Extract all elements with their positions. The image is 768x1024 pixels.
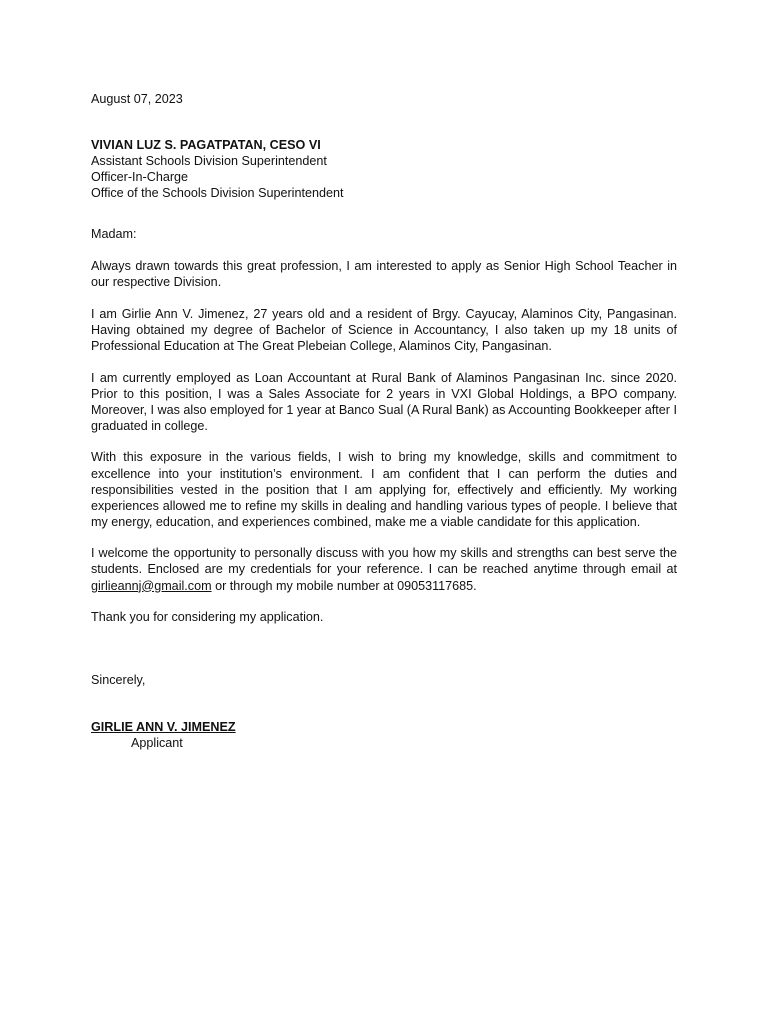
background-paragraph: I am Girlie Ann V. Jimenez, 27 years old and a resident of Brgy. Cayucay, Alaminos City, Pangasinan. Having obtained my degree of Bachelor of Science in Accountancy, I also taken up my 18 units of Professional Education at The Great Plebeian College, Alaminos City, Pangasinan. <box>91 306 677 353</box>
application-letter <box>91 91 677 752</box>
closing-line: Sincerely, <box>91 673 146 688</box>
recipient-title: Assistant Schools Division Superintendent <box>91 154 327 169</box>
intro-paragraph: Always drawn towards this great profession, I am interested to apply as Senior High School Teacher in our respective Division. <box>91 259 677 290</box>
experience-paragraph: With this exposure in the various fields, I wish to bring my knowledge, skills and commitment to excellence into your institution’s environment. I am confident that I can perform the duties and responsibilities vested in the position that I am applying for, effectively and efficiently. My working experiences allowed me to refine my skills in dealing and handling various types of people. I believe that my energy, education, and experiences combined, make me a viable candidate for this application. <box>91 450 677 529</box>
signer-name: GIRLIE ANN V. JIMENEZ <box>91 720 236 735</box>
recipient-role: Officer-In-Charge <box>91 170 189 185</box>
recipient-block <box>91 137 677 201</box>
contact-text-after-email: or through my mobile number at 09053117685. <box>211 578 477 593</box>
contact-paragraph <box>91 545 677 593</box>
email-link[interactable]: girlieannj@gmail.com <box>91 578 212 593</box>
employment-paragraph: I am currently employed as Loan Accountant at Rural Bank of Alaminos Pangasinan Inc. since 2020. Prior to this position, I was a Sales Associate for 2 years in VXI Global Holdings, a BPO company. Moreover, I was also employed for 1 year at Banco Sual (A Rural Bank) as Accounting Bookkeeper after I graduated in college. <box>91 370 677 433</box>
salutation: Madam: <box>91 227 137 242</box>
recipient-name: VIVIAN LUZ S. PAGATPATAN, CESO VI <box>91 138 321 153</box>
letter-date: August 07, 2023 <box>91 92 183 106</box>
recipient-office: Office of the Schools Division Superintendent <box>91 186 344 201</box>
signer-title: Applicant <box>131 736 183 751</box>
thanks-line: Thank you for considering my application. <box>91 610 324 625</box>
contact-text-before-email: I welcome the opportunity to personally discuss with you how my skills and strengths can best serve the students. Enclosed are my credentials for your reference. I can be reached anytime through email at <box>91 546 677 577</box>
